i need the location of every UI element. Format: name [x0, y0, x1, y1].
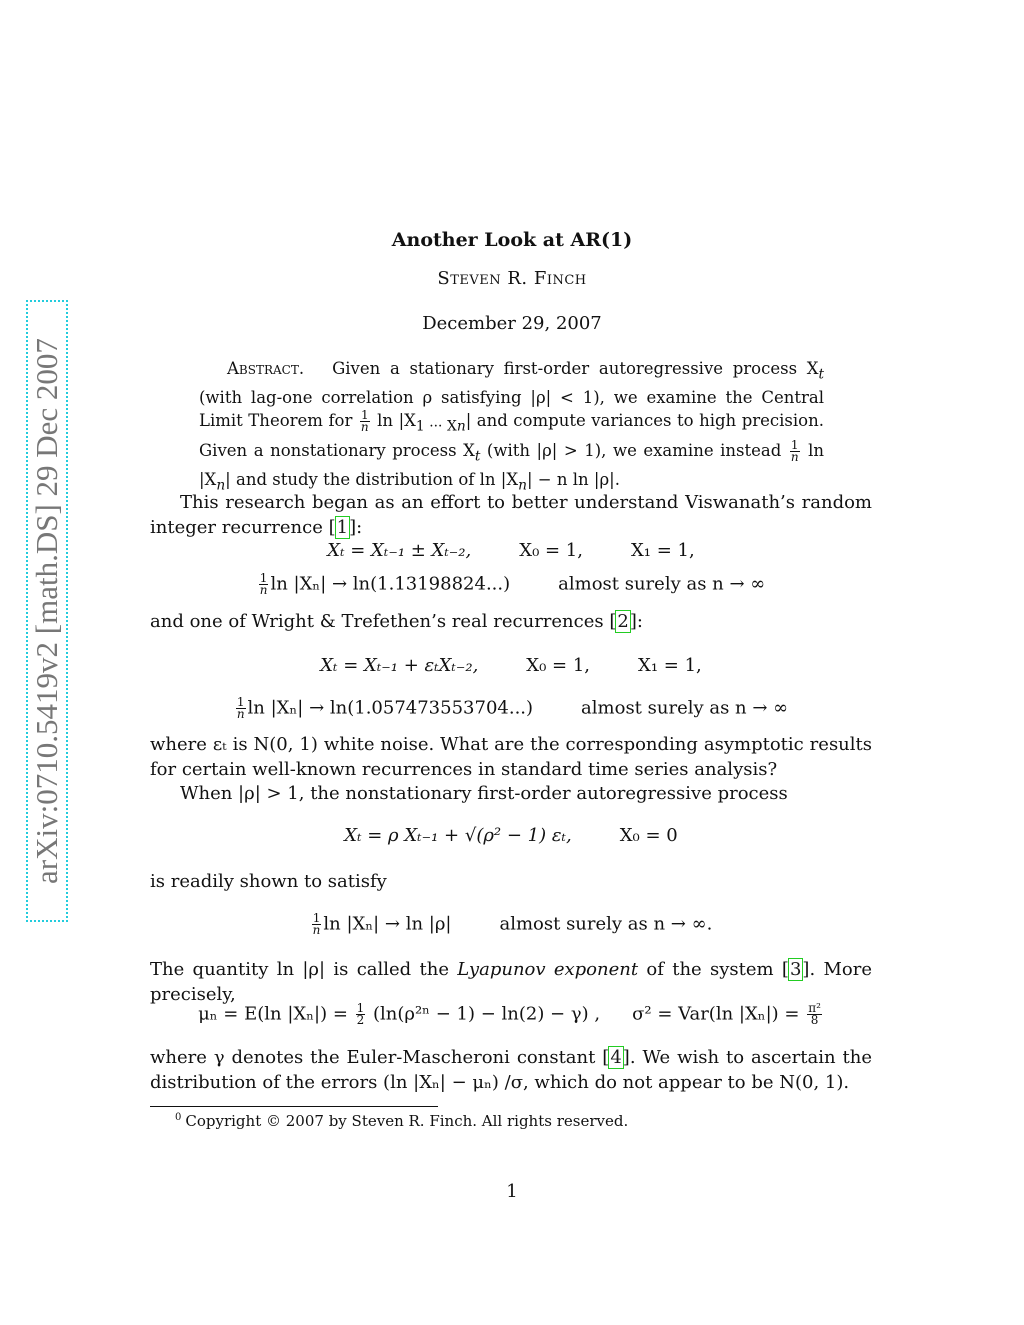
- abstract-text: ln |X: [371, 411, 416, 431]
- fraction-numerator: 1: [312, 911, 321, 925]
- subscript: t: [474, 447, 481, 464]
- paragraph: is readily shown to satisfy: [150, 871, 387, 892]
- fraction-numerator: 1: [356, 1001, 365, 1015]
- equation-text: μₙ = E(ln |Xₙ|) =: [198, 1003, 354, 1025]
- paragraph-text: The quantity ln |ρ| is called the: [150, 959, 458, 980]
- fraction-numerator: 1: [259, 571, 268, 585]
- paragraph-text: . We wish to ascertain the distribution of the errors (ln |Xₙ| − μₙ) /σ, which do not appear to be N(0, 1).: [150, 1047, 872, 1093]
- fraction-denominator: n: [236, 707, 245, 721]
- abstract-label: Abstract.: [227, 359, 305, 378]
- subscript: n: [518, 477, 527, 494]
- fraction-numerator: 1: [790, 437, 799, 452]
- paragraph-text: where γ denotes the Euler-Mascheroni constant: [150, 1047, 603, 1068]
- emphasis-text: Lyapunov exponent: [457, 959, 639, 980]
- arxiv-identifier-box[interactable]: [26, 300, 68, 922]
- citation-link[interactable]: 2: [617, 611, 629, 632]
- abstract-text: | − n ln |ρ|.: [526, 469, 620, 489]
- paragraph-text: of the system: [638, 959, 782, 980]
- equation-text: Xₜ = Xₜ₋₁ + εₜXₜ₋₂,: [320, 655, 479, 676]
- footnote-text: Copyright © 2007 by Steven R. Finch. All rights reserved.: [185, 1112, 629, 1130]
- paragraph-text: :: [356, 516, 363, 538]
- equation: [150, 655, 872, 676]
- abstract: [199, 357, 824, 497]
- paragraph-text: This research began as an effort to better understand Viswanath’s random integer recurrence: [150, 492, 872, 538]
- equation-text: Xₜ = Xₜ₋₁ ± Xₜ₋₂,: [327, 540, 472, 561]
- abstract-text: Given a stationary first-order autoregressive process X: [332, 359, 819, 378]
- footnote-mark: 0: [175, 1112, 182, 1123]
- paragraph: where εₜ is N(0, 1) white noise. What are the corresponding asymptotic results for certain well-known recurrences in standard time series analysis?: [150, 734, 872, 780]
- fraction-denominator: n: [312, 923, 321, 937]
- citation-link[interactable]: 4: [610, 1047, 622, 1068]
- fraction-denominator: n: [360, 420, 369, 435]
- equation-text: ln |Xₙ| → ln(1.057473553704...): [247, 697, 534, 719]
- page-number: 1: [506, 1181, 518, 1202]
- paragraph-text: and one of Wright & Trefethen’s real recurrences: [150, 611, 610, 632]
- equation-text: almost surely as n → ∞: [558, 573, 766, 595]
- abstract-text: | and compute variances to high precision. Given a nonstationary process X: [199, 411, 824, 460]
- paragraph: and one of Wright & Trefethen’s real recurrences [2]:: [150, 611, 643, 632]
- fraction-denominator: 2: [356, 1013, 365, 1027]
- equation: [150, 540, 872, 561]
- citation-link[interactable]: 1: [336, 516, 349, 538]
- equation-text: almost surely as n → ∞.: [499, 913, 713, 935]
- equation-text: Xₜ = ρ Xₜ₋₁ + √(ρ² − 1) εₜ,: [344, 825, 572, 846]
- fraction: [807, 1003, 822, 1026]
- equation-text: (ln(ρ²ⁿ − 1) − ln(2) − γ) ,: [367, 1003, 601, 1025]
- fraction-denominator: n: [259, 583, 268, 597]
- paragraph: where γ denotes the Euler-Mascheroni constant [4]. We wish to ascertain the distribution of the errors (ln |Xₙ| − μₙ) /σ, which do not appear to be N(0, 1).: [150, 1047, 872, 1093]
- fraction-numerator: 1: [360, 408, 369, 423]
- abstract-text: (with lag-one correlation ρ satisfying |ρ| < 1), we examine the Central Limit Theorem for: [199, 388, 824, 431]
- equation-text: X₁ = 1,: [630, 540, 695, 561]
- equation-text: X₀ = 0: [619, 825, 678, 846]
- paper-title: Another Look at AR(1): [391, 229, 633, 251]
- equation-text: X₀ = 1,: [526, 655, 591, 676]
- fraction: [790, 437, 800, 464]
- fraction-denominator: 8: [810, 1013, 819, 1027]
- paper-date: December 29, 2007: [422, 313, 602, 334]
- paragraph-text: . More precisely,: [150, 959, 872, 1005]
- subscript: t: [818, 366, 824, 383]
- equation: [150, 1003, 872, 1026]
- fraction: [236, 697, 246, 720]
- subscript: n: [456, 418, 466, 435]
- paper-author: Steven R. Finch: [437, 268, 587, 289]
- equation-text: X₀ = 1,: [519, 540, 583, 561]
- paragraph: The quantity ln |ρ| is called the Lyapunov exponent of the system [3]. More precisely,: [150, 959, 872, 1005]
- abstract-text: (with |ρ| > 1), we examine instead: [480, 440, 788, 460]
- equation-text: ln |Xₙ| → ln(1.13198824...): [270, 573, 511, 595]
- citation-link[interactable]: 3: [789, 959, 802, 980]
- subscript: n: [216, 477, 226, 494]
- equation: [150, 913, 872, 936]
- abstract-text: ln |X: [199, 440, 824, 489]
- subscript: 1 ··· X: [415, 418, 457, 435]
- fraction: [356, 1003, 366, 1026]
- equation-text: almost surely as n → ∞: [581, 697, 789, 719]
- equation: [150, 825, 872, 846]
- equation-text: X₁ = 1,: [638, 655, 702, 676]
- equation: [150, 573, 872, 596]
- equation-text: σ² = Var(ln |Xₙ|) =: [632, 1003, 806, 1025]
- equation: [150, 697, 872, 720]
- fraction: [259, 573, 269, 596]
- fraction: [312, 913, 322, 936]
- fraction-denominator: n: [790, 449, 799, 464]
- fraction-numerator: 1: [236, 695, 245, 709]
- equation-text: ln |Xₙ| → ln |ρ|: [323, 913, 452, 935]
- arxiv-identifier[interactable]: arXiv:0710.5419v2 [math.DS] 29 Dec 2007: [29, 338, 64, 884]
- abstract-text: | and study the distribution of ln |X: [225, 469, 519, 489]
- footnote: [175, 1112, 628, 1130]
- paragraph: This research began as an effort to better understand Viswanath’s random integer recurrence [1]:: [150, 492, 872, 538]
- paragraph: When |ρ| > 1, the nonstationary first-order autoregressive process: [180, 783, 788, 804]
- footnote-rule: [150, 1106, 438, 1107]
- fraction-numerator: π²: [808, 1001, 821, 1015]
- paragraph-text: :: [636, 611, 643, 632]
- fraction: [360, 410, 370, 433]
